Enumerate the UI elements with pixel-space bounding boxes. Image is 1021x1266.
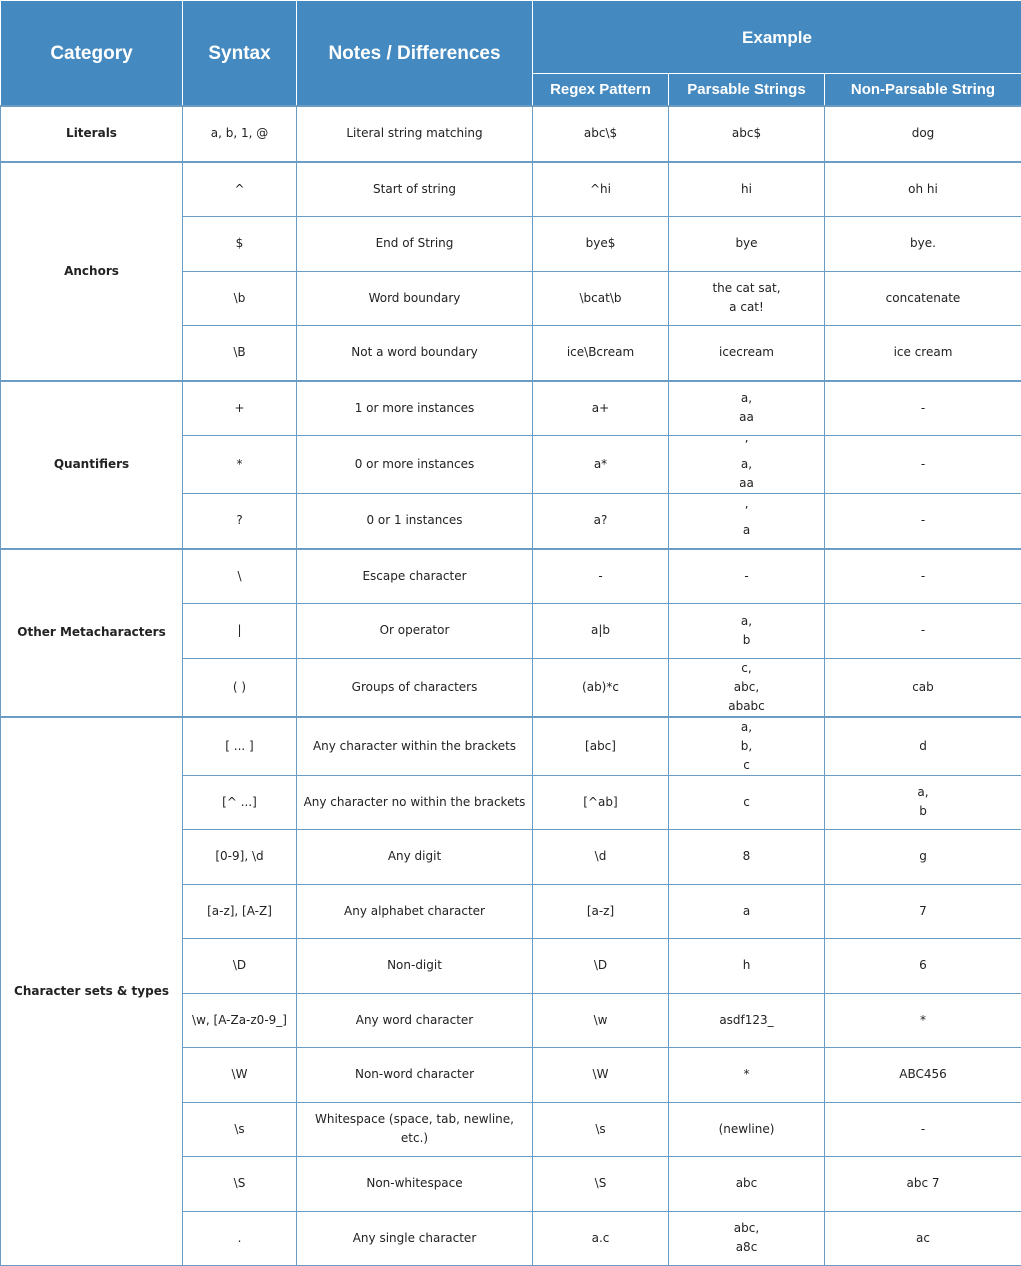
parsable-strings-cell: [669, 436, 825, 494]
non-parsable-string-cell: [825, 993, 1021, 1048]
string-line: aa: [673, 408, 820, 427]
string-line: concatenate: [829, 289, 1017, 308]
string-line: *: [673, 1065, 820, 1084]
syntax-cell: |: [183, 604, 297, 659]
syntax-cell: \W: [183, 1048, 297, 1103]
non-parsable-string-cell: [825, 106, 1021, 162]
non-parsable-string-cell: [825, 436, 1021, 494]
parsable-strings-cell: [669, 939, 825, 994]
non-parsable-string-cell: [825, 604, 1021, 659]
parsable-strings-cell: [669, 830, 825, 885]
parsable-strings-cell: [669, 494, 825, 549]
regex-pattern-cell: abc\$: [533, 106, 669, 162]
regex-pattern-cell: -: [533, 549, 669, 604]
notes-cell: Any digit: [297, 830, 533, 885]
category-cell: Character sets & types: [1, 717, 183, 1266]
regex-pattern-cell: (ab)*c: [533, 658, 669, 717]
table-row: [1, 106, 1021, 162]
regex-pattern-cell: ^hi: [533, 162, 669, 217]
parsable-strings-cell: [669, 217, 825, 272]
parsable-strings-cell: [669, 1048, 825, 1103]
notes-cell: Word boundary: [297, 271, 533, 326]
parsable-strings-cell: [669, 993, 825, 1048]
header-non-parsable-string: Non-Parsable String: [825, 74, 1021, 107]
non-parsable-string-cell: [825, 217, 1021, 272]
notes-cell: Escape character: [297, 549, 533, 604]
string-line: aa: [673, 474, 820, 493]
notes-cell: 0 or 1 instances: [297, 494, 533, 549]
table-row: [1, 162, 1021, 217]
notes-cell: Start of string: [297, 162, 533, 217]
non-parsable-string-cell: [825, 271, 1021, 326]
regex-pattern-cell: a?: [533, 494, 669, 549]
syntax-cell: *: [183, 436, 297, 494]
parsable-strings-cell: [669, 271, 825, 326]
string-line: b,: [673, 737, 820, 756]
string-line: c: [673, 756, 820, 775]
string-line: a: [673, 902, 820, 921]
string-line: ababc: [673, 697, 820, 716]
notes-cell: 1 or more instances: [297, 381, 533, 436]
string-line: a,: [673, 389, 820, 408]
non-parsable-string-cell: [825, 884, 1021, 939]
regex-pattern-cell: a*: [533, 436, 669, 494]
string-line: -: [829, 1120, 1017, 1139]
regex-pattern-cell: \D: [533, 939, 669, 994]
category-cell: Literals: [1, 106, 183, 162]
string-line: ice cream: [829, 343, 1017, 362]
syntax-cell: ?: [183, 494, 297, 549]
notes-cell: Any word character: [297, 993, 533, 1048]
parsable-strings-cell: [669, 162, 825, 217]
string-line: (newline): [673, 1120, 820, 1139]
string-line: b: [673, 631, 820, 650]
string-line: asdf123_: [673, 1011, 820, 1030]
string-line: *: [829, 1011, 1017, 1030]
parsable-strings-cell: [669, 658, 825, 717]
syntax-cell: \s: [183, 1102, 297, 1157]
string-line: a cat!: [673, 298, 820, 317]
syntax-cell: .: [183, 1211, 297, 1266]
syntax-cell: +: [183, 381, 297, 436]
syntax-cell: ^: [183, 162, 297, 217]
string-line: abc,: [673, 678, 820, 697]
syntax-cell: [0-9], \d: [183, 830, 297, 885]
regex-pattern-cell: \S: [533, 1157, 669, 1212]
string-line: abc 7: [829, 1174, 1017, 1193]
syntax-cell: \b: [183, 271, 297, 326]
string-line: a: [673, 521, 820, 540]
string-line: hi: [673, 180, 820, 199]
table-header: [1, 1, 1021, 107]
syntax-cell: a, b, 1, @: [183, 106, 297, 162]
non-parsable-string-cell: [825, 326, 1021, 381]
regex-pattern-cell: [a-z]: [533, 884, 669, 939]
syntax-cell: ( ): [183, 658, 297, 717]
category-cell: Other Metacharacters: [1, 549, 183, 717]
string-line: oh hi: [829, 180, 1017, 199]
notes-cell: Or operator: [297, 604, 533, 659]
string-line: -: [829, 399, 1017, 418]
regex-pattern-cell: [abc]: [533, 717, 669, 776]
regex-pattern-cell: a|b: [533, 604, 669, 659]
syntax-cell: \D: [183, 939, 297, 994]
string-line: -: [829, 511, 1017, 530]
non-parsable-string-cell: [825, 381, 1021, 436]
table-row: [1, 381, 1021, 436]
syntax-cell: \S: [183, 1157, 297, 1212]
string-line: -: [829, 567, 1017, 586]
header-category: Category: [1, 1, 183, 107]
parsable-strings-cell: [669, 381, 825, 436]
string-line: a8c: [673, 1238, 820, 1257]
parsable-strings-cell: [669, 1211, 825, 1266]
parsable-strings-cell: [669, 1102, 825, 1157]
string-line: a,: [829, 783, 1017, 802]
parsable-strings-cell: [669, 1157, 825, 1212]
header-parsable-strings: Parsable Strings: [669, 74, 825, 107]
regex-pattern-cell: \d: [533, 830, 669, 885]
string-line: d: [829, 737, 1017, 756]
regex-pattern-cell: \bcat\b: [533, 271, 669, 326]
non-parsable-string-cell: [825, 1211, 1021, 1266]
string-line: ’: [673, 436, 820, 455]
syntax-cell: [a-z], [A-Z]: [183, 884, 297, 939]
string-line: h: [673, 956, 820, 975]
non-parsable-string-cell: [825, 549, 1021, 604]
non-parsable-string-cell: [825, 1048, 1021, 1103]
string-line: the cat sat,: [673, 279, 820, 298]
regex-pattern-cell: \w: [533, 993, 669, 1048]
regex-pattern-cell: bye$: [533, 217, 669, 272]
string-line: 7: [829, 902, 1017, 921]
syntax-cell: \w, [A-Za-z0-9_]: [183, 993, 297, 1048]
regex-pattern-cell: [^ab]: [533, 775, 669, 830]
string-line: abc,: [673, 1219, 820, 1238]
notes-cell: Any character no within the brackets: [297, 775, 533, 830]
string-line: -: [673, 567, 820, 586]
header-syntax: Syntax: [183, 1, 297, 107]
header-regex-pattern: Regex Pattern: [533, 74, 669, 107]
string-line: 6: [829, 956, 1017, 975]
table-row: [1, 717, 1021, 776]
non-parsable-string-cell: [825, 1157, 1021, 1212]
parsable-strings-cell: [669, 884, 825, 939]
category-cell: Quantifiers: [1, 381, 183, 549]
non-parsable-string-cell: [825, 1102, 1021, 1157]
parsable-strings-cell: [669, 717, 825, 776]
syntax-cell: \: [183, 549, 297, 604]
non-parsable-string-cell: [825, 494, 1021, 549]
string-line: cab: [829, 678, 1017, 697]
regex-pattern-cell: ice\Bcream: [533, 326, 669, 381]
string-line: ABC456: [829, 1065, 1017, 1084]
notes-cell: Non-digit: [297, 939, 533, 994]
string-line: -: [829, 455, 1017, 474]
notes-cell: Any alphabet character: [297, 884, 533, 939]
parsable-strings-cell: [669, 549, 825, 604]
syntax-cell: [^ ...]: [183, 775, 297, 830]
regex-pattern-cell: a.c: [533, 1211, 669, 1266]
parsable-strings-cell: [669, 326, 825, 381]
syntax-cell: \B: [183, 326, 297, 381]
non-parsable-string-cell: [825, 162, 1021, 217]
table-row: [1, 549, 1021, 604]
string-line: ac: [829, 1229, 1017, 1248]
table-body: [1, 106, 1021, 1266]
non-parsable-string-cell: [825, 717, 1021, 776]
notes-cell: Not a word boundary: [297, 326, 533, 381]
string-line: dog: [829, 124, 1017, 143]
string-line: bye.: [829, 234, 1017, 253]
regex-pattern-cell: \s: [533, 1102, 669, 1157]
notes-cell: Any character within the brackets: [297, 717, 533, 776]
string-line: a,: [673, 612, 820, 631]
non-parsable-string-cell: [825, 830, 1021, 885]
parsable-strings-cell: [669, 106, 825, 162]
header-example-label: Example: [537, 28, 1017, 47]
syntax-cell: [ ... ]: [183, 717, 297, 776]
notes-cell: Literal string matching: [297, 106, 533, 162]
string-line: icecream: [673, 343, 820, 362]
syntax-cell: $: [183, 217, 297, 272]
notes-cell: 0 or more instances: [297, 436, 533, 494]
string-line: c,: [673, 659, 820, 678]
header-example: [533, 1, 1021, 74]
string-line: a,: [673, 718, 820, 737]
regex-pattern-cell: \W: [533, 1048, 669, 1103]
category-cell: Anchors: [1, 162, 183, 381]
notes-cell: End of String: [297, 217, 533, 272]
string-line: abc: [673, 1174, 820, 1193]
string-line: a,: [673, 455, 820, 474]
notes-cell: Whitespace (space, tab, newline, etc.): [297, 1102, 533, 1157]
string-line: g: [829, 847, 1017, 866]
notes-cell: Any single character: [297, 1211, 533, 1266]
string-line: 8: [673, 847, 820, 866]
string-line: bye: [673, 234, 820, 253]
notes-cell: Non-word character: [297, 1048, 533, 1103]
string-line: c: [673, 793, 820, 812]
non-parsable-string-cell: [825, 775, 1021, 830]
regex-pattern-cell: a+: [533, 381, 669, 436]
string-line: ’: [673, 502, 820, 521]
header-notes: Notes / Differences: [297, 1, 533, 107]
parsable-strings-cell: [669, 775, 825, 830]
string-line: -: [829, 621, 1017, 640]
notes-cell: Groups of characters: [297, 658, 533, 717]
string-line: b: [829, 802, 1017, 821]
non-parsable-string-cell: [825, 939, 1021, 994]
string-line: abc$: [673, 124, 820, 143]
non-parsable-string-cell: [825, 658, 1021, 717]
notes-cell: Non-whitespace: [297, 1157, 533, 1212]
parsable-strings-cell: [669, 604, 825, 659]
